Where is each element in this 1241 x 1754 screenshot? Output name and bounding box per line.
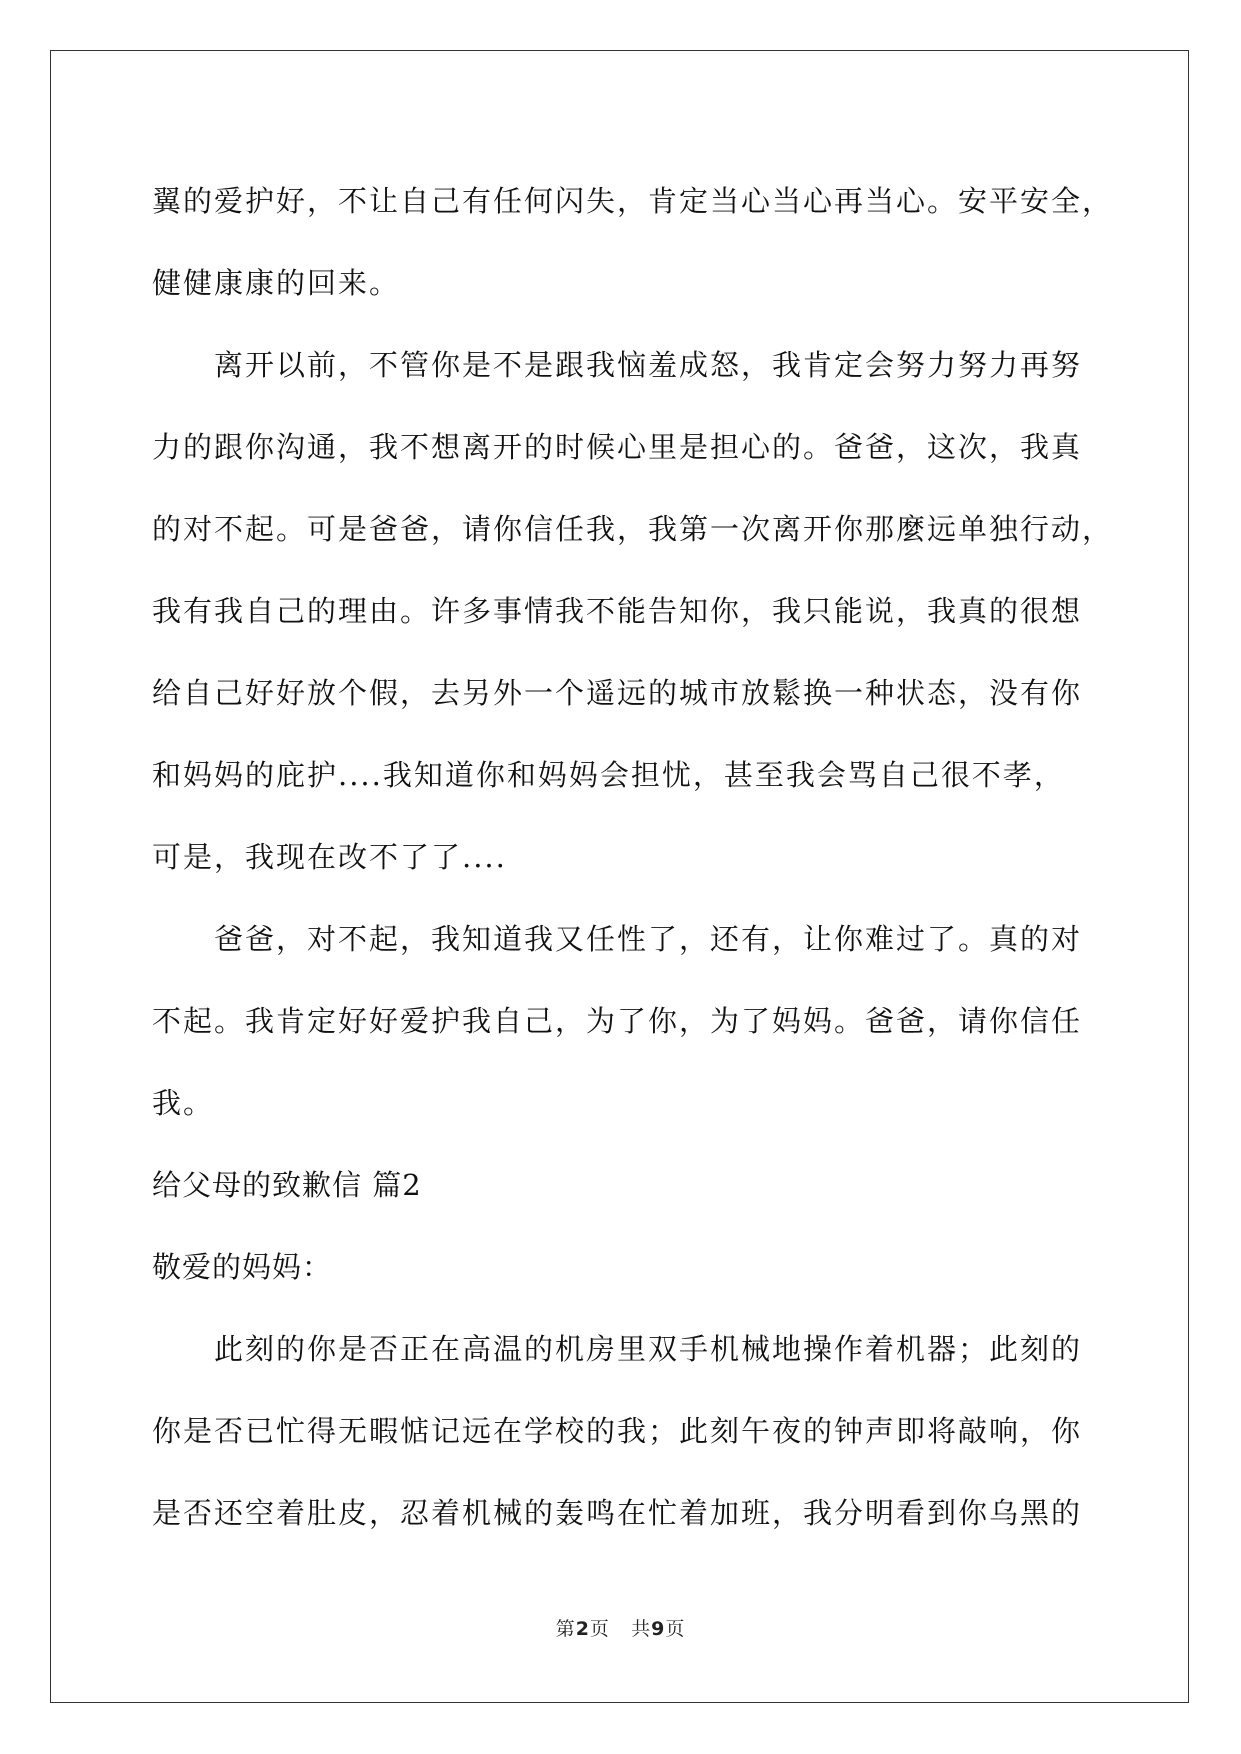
text-line: 力的跟你沟通，我不想离开的时候心里是担心的。爸爸，这次，我真 (152, 430, 1083, 464)
total-pages-number: 9 (651, 1618, 666, 1640)
text-line: 我有我自己的理由。许多事情我不能告知你，我只能说，我真的很想 (152, 594, 1083, 628)
paragraph-4 (152, 1308, 1092, 1554)
page-prefix: 第 (555, 1618, 576, 1640)
section-heading: 给父母的致歉信 篇2 (152, 1168, 422, 1202)
text-line: 可是，我现在改不了了.... (152, 840, 507, 874)
text-line: 你是否已忙得无暇惦记远在学校的我；此刻午夜的钟声即将敲响，你 (152, 1414, 1083, 1448)
paragraph-1 (152, 160, 1114, 324)
current-page-number: 2 (575, 1618, 590, 1640)
paragraph-3 (152, 898, 1092, 1144)
page-suffix: 页 (589, 1618, 610, 1640)
text-line: 我。 (152, 1086, 215, 1120)
text-line: 的对不起。可是爸爸，请你信任我，我第一次离开你那麼远单独行动， (152, 512, 1114, 546)
text-line: 爸爸，对不起，我知道我又任性了，还有，让你难过了。真的对 (214, 922, 1083, 956)
total-prefix: 共 (631, 1618, 652, 1640)
text-line: 翼的爱护好，不让自己有任何闪失，肯定当心当心再当心。安平安全， (152, 184, 1114, 218)
text-line: 和妈妈的庇护....我知道你和妈妈会担忧，甚至我会骂自己很不孝， (152, 758, 1065, 792)
text-line: 健健康康的回来。 (152, 266, 401, 300)
text-line: 此刻的你是否正在高温的机房里双手机械地操作着机器；此刻的 (214, 1332, 1083, 1366)
total-suffix: 页 (665, 1618, 686, 1640)
page-footer (0, 1614, 1241, 1641)
document-body (152, 160, 1114, 1554)
text-line: 是否还空着肚皮，忍着机械的轰鸣在忙着加班，我分明看到你乌黑的 (152, 1496, 1083, 1530)
paragraph-2 (152, 324, 1114, 898)
text-line: 离开以前，不管你是不是跟我恼羞成怒，我肯定会努力努力再努 (214, 348, 1083, 382)
salutation: 敬爱的妈妈： (152, 1250, 333, 1284)
text-line: 不起。我肯定好好爱护我自己，为了你，为了妈妈。爸爸，请你信任 (152, 1004, 1083, 1038)
text-line: 给自己好好放个假，去另外一个遥远的城市放鬆换一种状态，没有你 (152, 676, 1083, 710)
